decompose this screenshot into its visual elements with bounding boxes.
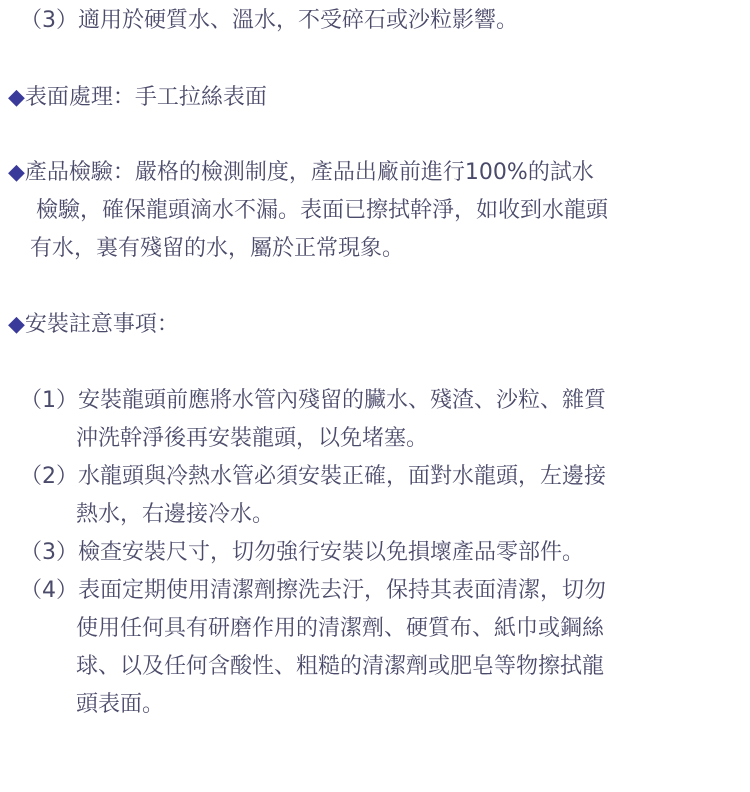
intro-line-1: （3）適用於硬質水、溫水，不受碎石或沙粒影響。 (20, 8, 518, 33)
install-item-4-line-2: 使用任何具有研磨作用的清潔劑、硬質布、紙巾或鋼絲 (76, 616, 605, 641)
diamond-bullet-icon: ◆ (8, 312, 25, 337)
install-item-4-line-3: 球、以及任何含酸性、粗糙的清潔劑或肥皂等物擦拭龍 (76, 654, 605, 679)
install-section (8, 310, 179, 340)
surface-heading: 表面處理：手工拉絲表面 (24, 85, 267, 110)
inspection-line-2: 檢驗，確保龍頭滴水不漏。表面已擦拭幹淨，如收到水龍頭 (36, 198, 609, 223)
install-item-4-line-1: （4）表面定期使用清潔劑擦洗去汙，保持其表面清潔，切勿 (20, 578, 606, 603)
install-item-2-line-1: （2）水龍頭與冷熱水管必須安裝正確，面對水龍頭，左邊接 (20, 464, 606, 489)
diamond-bullet-icon: ◆ (8, 160, 25, 185)
inspection-section (8, 158, 594, 188)
install-item-2-line-2: 熱水，右邊接冷水。 (76, 502, 275, 527)
install-item-1-line-2: 沖洗幹淨後再安裝龍頭，以免堵塞。 (76, 426, 429, 451)
diamond-bullet-icon: ◆ (8, 85, 25, 110)
install-heading: 安裝註意事項： (24, 312, 179, 337)
install-item-1-line-1: （1）安裝龍頭前應將水管內殘留的臟水、殘渣、沙粒、雜質 (20, 388, 606, 413)
install-item-3-line-1: （3）檢查安裝尺寸，切勿強行安裝以免損壞產品零部件。 (20, 540, 584, 565)
inspection-line-3: 有水，裏有殘留的水，屬於正常現象。 (30, 236, 405, 261)
surface-section (8, 83, 267, 113)
inspection-line-1: 產品檢驗：嚴格的檢測制度，產品出廠前進行100%的試水 (24, 160, 594, 185)
install-item-4-line-4: 頭表面。 (76, 692, 165, 717)
